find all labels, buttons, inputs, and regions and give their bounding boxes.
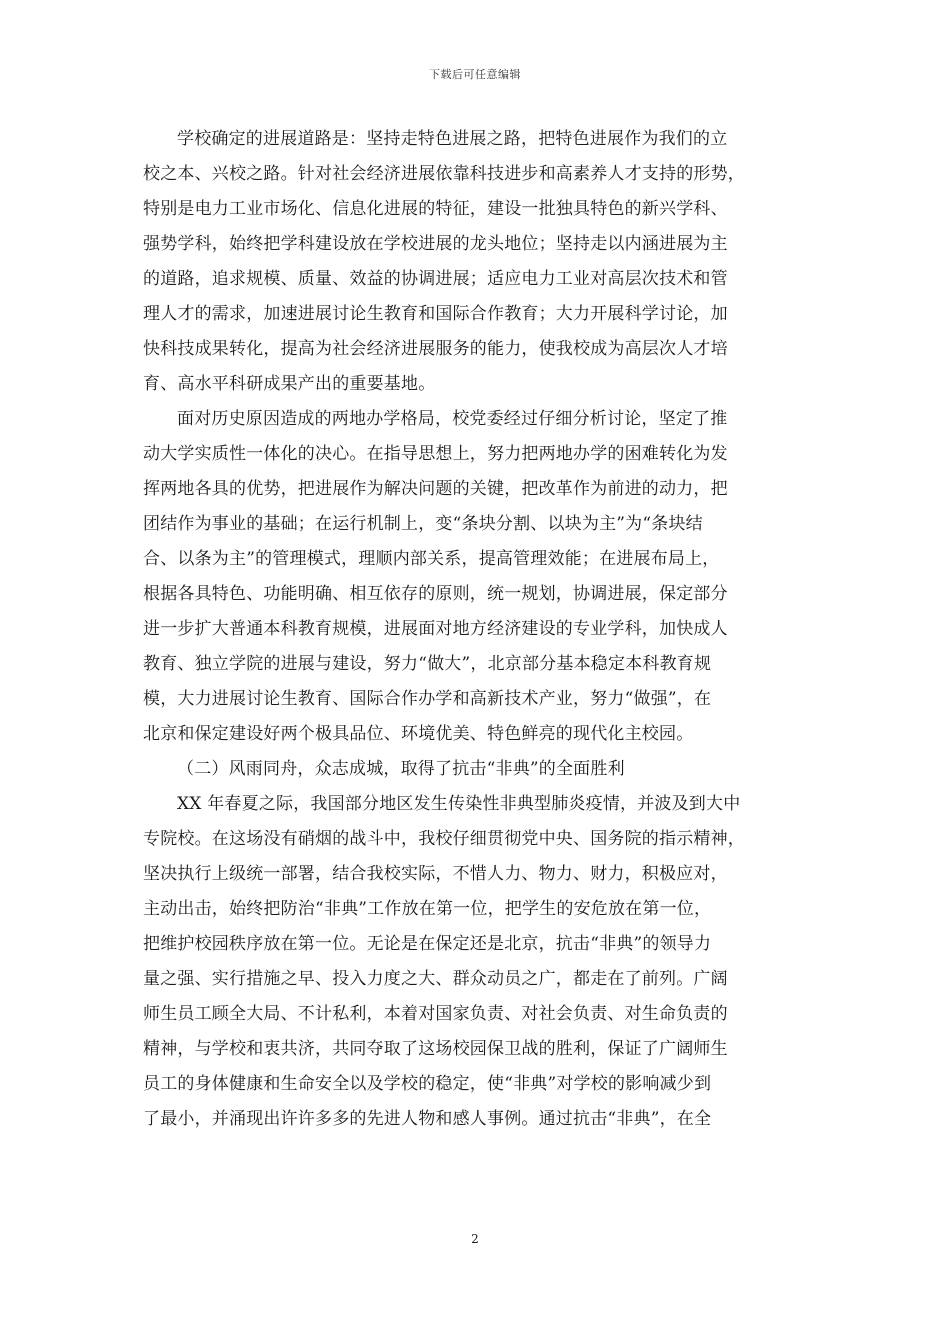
text-line: 根据各具特色、功能明确、相互依存的原则，统一规划，协调进展，保定部分 xyxy=(143,584,728,604)
text-line: 模，大力进展讨论生教育、国际合作办学和高新技术产业，努力“做强”，在 xyxy=(143,689,712,709)
text-line: 挥两地各具的优势，把进展作为解决问题的关键，把改革作为前进的动力，把 xyxy=(143,479,728,499)
text-line: 强势学科，始终把学科建设放在学校进展的龙头地位；坚持走以内涵进展为主 xyxy=(143,234,728,254)
paragraph-2 xyxy=(143,402,808,752)
text-line: 理人才的需求，加速进展讨论生教育和国际合作教育；大力开展科学讨论，加 xyxy=(143,304,728,324)
text-line: 了最小，并涌现出许许多多的先进人物和感人事例。通过抗击“非典”，在全 xyxy=(143,1109,712,1129)
page-number: 2 xyxy=(471,1232,479,1246)
text-line: 育、高水平科研成果产出的重要基地。 xyxy=(143,374,436,394)
text-line: 专院校。在这场没有硝烟的战斗中，我校仔细贯彻党中央、国务院的指示精神， xyxy=(143,829,745,849)
text-line: 特别是电力工业市场化、信息化进展的特征，建设一批独具特色的新兴学科、 xyxy=(143,199,728,219)
text-line: 合、以条为主”的管理模式，理顺内部关系，提高管理效能；在进展布局上， xyxy=(143,549,720,569)
text-line: 把维护校园秩序放在第一位。无论是在保定还是北京，抗击“非典”的领导力 xyxy=(143,934,712,954)
document-body xyxy=(143,122,808,1137)
page-header: 下载后可任意编辑 xyxy=(429,68,521,81)
text-line: 校之本、兴校之路。针对社会经济进展依靠科技进步和高素养人才支持的形势， xyxy=(143,164,745,184)
section-heading: （二）风雨同舟，众志成城，取得了抗击“非典”的全面胜利 xyxy=(177,759,625,779)
text-line: 学校确定的进展道路是：坚持走特色进展之路，把特色进展作为我们的立 xyxy=(177,129,728,149)
text-line: 主动出击，始终把防治“非典”工作放在第一位，把学生的安危放在第一位， xyxy=(143,899,712,919)
text-line: XX 年春夏之际，我国部分地区发生传染性非典型肺炎疫情，并波及到大中 xyxy=(177,794,741,814)
text-line: 量之强、实行措施之早、投入力度之大、群众动员之广，都走在了前列。广阔 xyxy=(143,969,728,989)
text-line: 员工的身体健康和生命安全以及学校的稳定，使“非典”对学校的影响减少到 xyxy=(143,1074,712,1094)
paragraph-1 xyxy=(143,122,808,402)
text-line: 师生员工顾全大局、不计私利，本着对国家负责、对社会负责、对生命负责的 xyxy=(143,1004,728,1024)
text-line: 团结作为事业的基础；在运行机制上，变“条块分割、以块为主”为“条块结 xyxy=(143,514,703,534)
paragraph-3 xyxy=(143,787,808,1137)
text-line: 精神，与学校和衷共济，共同夺取了这场校园保卫战的胜利，保证了广阔师生 xyxy=(143,1039,728,1059)
text-line: 的道路，追求规模、质量、效益的协调进展；适应电力工业对高层次技术和管 xyxy=(143,269,728,289)
text-line: 进一步扩大普通本科教育规模，进展面对地方经济建设的专业学科，加快成人 xyxy=(143,619,728,639)
text-line: 快科技成果转化，提高为社会经济进展服务的能力，使我校成为高层次人才培 xyxy=(143,339,728,359)
text-line: 北京和保定建设好两个极具品位、环境优美、特色鲜亮的现代化主校园。 xyxy=(143,724,694,744)
text-line: 教育、独立学院的进展与建设，努力“做大”，北京部分基本稳定本科教育规 xyxy=(143,654,712,674)
text-line: 坚决执行上级统一部署，结合我校实际，不惜人力、物力、财力，积极应对， xyxy=(143,864,728,884)
text-line: 面对历史原因造成的两地办学格局，校党委经过仔细分析讨论，坚定了推 xyxy=(177,409,728,429)
text-line: 动大学实质性一体化的决心。在指导思想上，努力把两地办学的困难转化为发 xyxy=(143,444,728,464)
